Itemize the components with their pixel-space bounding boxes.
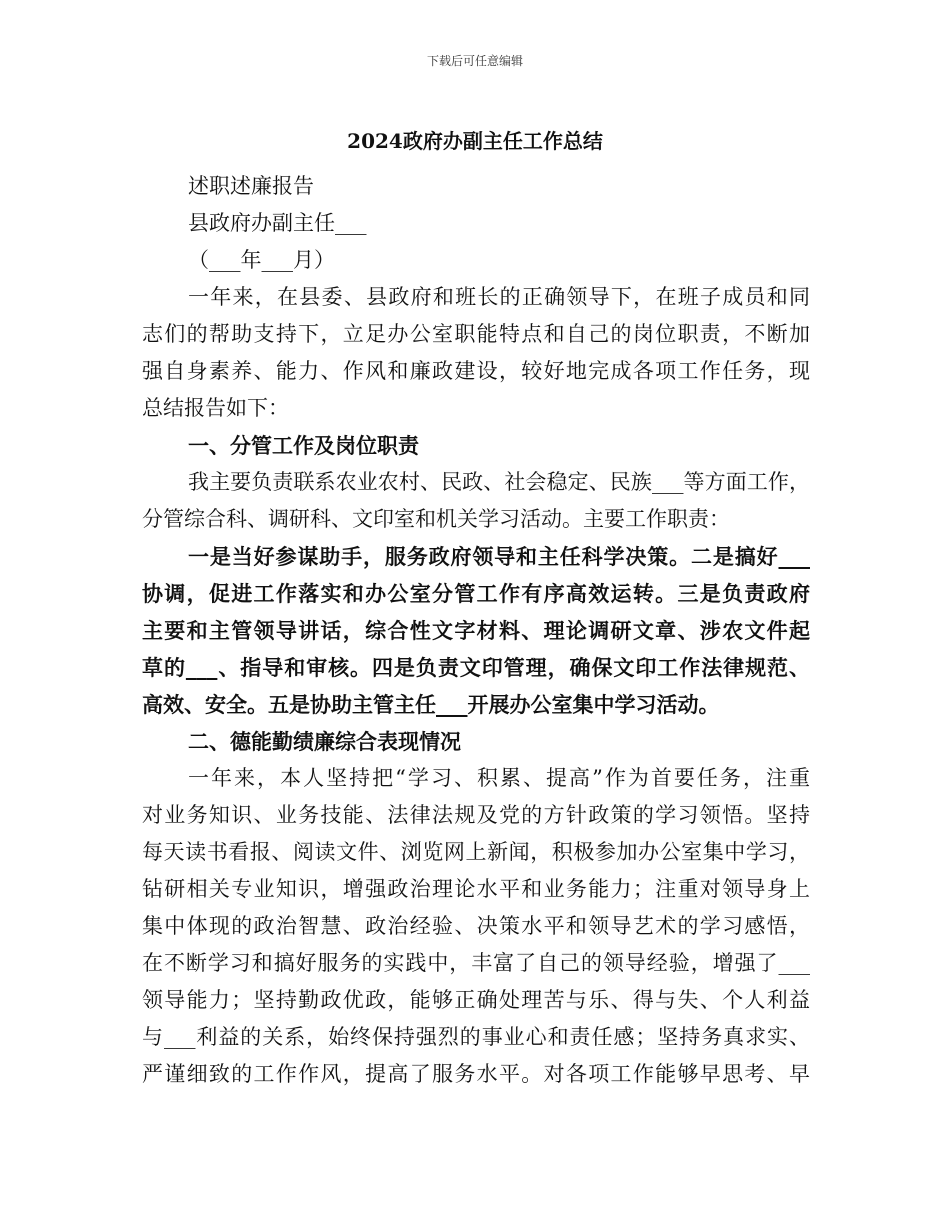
paragraph-line: 一年来，本人坚持把“学习、积累、提高”作为首要任务，注重 (188, 766, 810, 790)
section-heading: 一、分管工作及岗位职责 (188, 433, 419, 458)
paragraph-line-bold: 一是当好参谋助手，服务政府领导和主任科学决策。二是搞好___ (188, 544, 810, 569)
paragraph-line: 集中体现的政治智慧、政治经验、决策水平和领导艺术的学习感悟， (142, 914, 810, 938)
paragraph-line: 强自身素养、能力、作风和廉政建设，较好地完成各项工作任务，现 (142, 359, 810, 383)
paragraph-line: 钻研相关专业知识，增强政治理论水平和业务能力；注重对领导身上 (142, 877, 810, 901)
page-header: 下载后可任意编辑 (426, 54, 523, 68)
paragraph-line: 总结报告如下： (142, 396, 289, 420)
paragraph-line: 与___利益的关系，始终保持强烈的事业心和责任感；坚持务真求实、 (142, 1025, 810, 1049)
paragraph-line: 严谨细致的工作作风，提高了服务水平。对各项工作能够早思考、早 (142, 1062, 810, 1086)
paragraph-line: 志们的帮助支持下，立足办公室职能特点和自己的岗位职责，不断加 (142, 322, 810, 346)
section-heading: 二、德能勤绩廉综合表现情况 (188, 729, 461, 754)
document-body (142, 168, 810, 1093)
paragraph-line: 一年来，在县委、县政府和班长的正确领导下，在班子成员和同 (188, 285, 810, 309)
paragraph-line: 每天读书看报、阅读文件、浏览网上新闻，积极参加办公室集中学习， (142, 840, 810, 864)
paragraph-line-bold: 主要和主管领导讲话，综合性文字材料、理论调研文章、涉农文件起 (142, 618, 810, 643)
date-line: （___年___月） (188, 248, 335, 272)
document-title: 2024政府办副主任工作总结 (347, 129, 603, 153)
paragraph-line: 领导能力；坚持勤政优政，能够正确处理苦与乐、得与失、个人利益 (142, 988, 810, 1012)
subtitle-line: 述职述廉报告 (188, 174, 314, 198)
paragraph-line: 在不断学习和搞好服务的实践中，丰富了自己的领导经验，增强了___ (142, 951, 810, 975)
paragraph-line: 我主要负责联系农业农村、民政、社会稳定、民族___等方面工作， (188, 470, 810, 494)
paragraph-line-bold: 协调，促进工作落实和办公室分管工作有序高效运转。三是负责政府 (142, 581, 810, 606)
paragraph-line-bold: 草的___、指导和审核。四是负责文印管理，确保文印工作法律规范、 (142, 655, 810, 680)
paragraph-line: 对业务知识、业务技能、法律法规及党的方针政策的学习领悟。坚持 (142, 803, 810, 827)
paragraph-line-bold: 高效、安全。五是协助主管主任___开展办公室集中学习活动。 (142, 692, 720, 717)
paragraph-line: 分管综合科、调研科、文印室和机关学习活动。主要工作职责： (142, 507, 730, 531)
author-line: 县政府办副主任___ (188, 211, 367, 235)
